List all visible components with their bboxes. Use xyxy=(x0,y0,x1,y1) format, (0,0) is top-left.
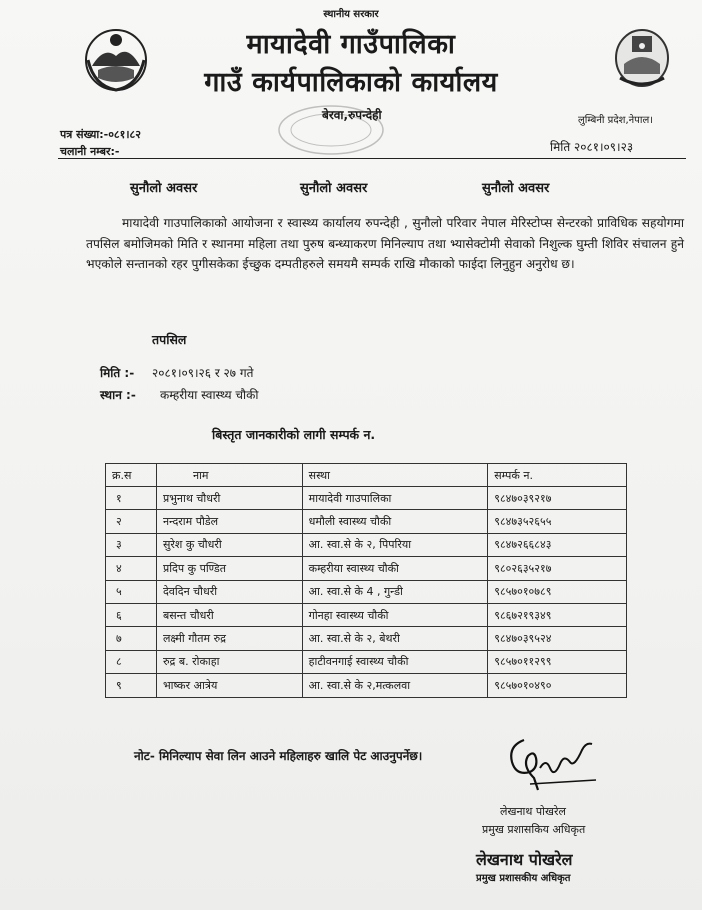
col-header-name: नाम xyxy=(156,464,302,487)
signer-name: लेखनाथ पोखरेल xyxy=(500,805,566,818)
phone-cell: ९८४७३५२६५५ xyxy=(488,510,627,533)
body-paragraph xyxy=(86,213,684,275)
table-row xyxy=(106,650,627,673)
phone-cell: ९८४७०३९२१७ xyxy=(488,487,627,510)
institution-cell: हाटीवनगाई स्वास्थ्य चौकी xyxy=(302,650,488,673)
phone-cell: ९८०२६३५२१७ xyxy=(488,557,627,580)
table-row xyxy=(106,627,627,650)
col-header-institution: सस्था xyxy=(302,464,488,487)
dispatch-number: चलानी नम्बर:- xyxy=(60,145,120,158)
serial-cell: ६ xyxy=(106,603,157,626)
serial-cell: १ xyxy=(106,487,157,510)
phone-cell: ९८४७२६६८४३ xyxy=(488,533,627,556)
institution-cell: आ. स्वा.से के २, पिपरिया xyxy=(302,533,488,556)
table-row xyxy=(106,580,627,603)
serial-cell: ७ xyxy=(106,627,157,650)
table-row xyxy=(106,487,627,510)
office-address: बेरवा,रुपन्देही xyxy=(322,108,382,122)
institution-cell: आ. स्वा.से के 4 , गुन्डी xyxy=(302,580,488,603)
name-cell: बसन्त चौधरी xyxy=(156,603,302,626)
table-row xyxy=(106,533,627,556)
office-title-line2: गाउँ कार्यपालिकाको कार्यालय xyxy=(204,67,498,98)
institution-cell: धमौली स्वास्थ्य चौकी xyxy=(302,510,488,533)
table-row xyxy=(106,674,627,697)
camp-date-label: मिति :- xyxy=(100,366,135,380)
title-stamp: प्रमुख प्रशासकीय अधिकृत xyxy=(476,873,571,884)
details-heading: तपसिल xyxy=(152,332,187,347)
serial-cell: ३ xyxy=(106,533,157,556)
col-header-serial: क्र.स xyxy=(106,464,157,487)
institution-cell: आ. स्वा.से के २,मत्कलवा xyxy=(302,674,488,697)
phone-cell: ९८५७०१०७८९ xyxy=(488,580,627,603)
serial-cell: ९ xyxy=(106,674,157,697)
table-row xyxy=(106,603,627,626)
col-header-contact: सम्पर्क न. xyxy=(488,464,627,487)
province-label: लुम्बिनी प्रदेश,नेपाल। xyxy=(578,115,654,126)
signer-title: प्रमुख प्रशासकिय अधिकृत xyxy=(482,823,586,836)
name-cell: लक्ष्मी गौतम रुद्र xyxy=(156,627,302,650)
serial-cell: ८ xyxy=(106,650,157,673)
table-row xyxy=(106,557,627,580)
body-paragraph-text: मायादेवी गाउपालिकाको आयोजना र स्वास्थ्य कार्यालय रुपन्देही , सुनौलो परिवार नेपाल मेरिस्टोप्स सेन्टरको प्राविधिक सहयोगमा तपसिल बमोजिमको मिति र स्थानमा महिला तथा पुरुष बन्ध्याकरण मिनिल्याप तथा भ्यासेक्टोमी सेवाको निशुल्क घुम्ती शिविर संचालन हुने भएकोले सन्तानको रहर पुगीसकेका ईच्छुक दम्पतीहरुले समयमै सम्पर्क राखि मौकाको फाईदा लिनुहुन अनुरोध छ। xyxy=(86,216,684,271)
name-cell: देवदिन चौधरी xyxy=(156,580,302,603)
serial-cell: ५ xyxy=(106,580,157,603)
footnote: नोट- मिनिल्याप सेवा लिन आउने महिलाहरु खालि पेट आउनुपर्नेछ। xyxy=(134,749,423,763)
name-cell: सुरेश कु चौधरी xyxy=(156,533,302,556)
phone-cell: ९८५७०११२९९ xyxy=(488,650,627,673)
slogan-3: सुनौलो अवसर xyxy=(482,181,550,196)
table-header-row xyxy=(106,464,627,487)
institution-cell: गोनहा स्वास्थ्य चौकी xyxy=(302,603,488,626)
phone-cell: ९८५७०१०४९० xyxy=(488,674,627,697)
contact-table xyxy=(105,463,627,698)
name-cell: प्रदिप कु पण्डित xyxy=(156,557,302,580)
office-title-line1: मायादेवी गाउँपालिका xyxy=(246,29,456,60)
name-cell: रुद्र ब. रोकाहा xyxy=(156,650,302,673)
serial-cell: ४ xyxy=(106,557,157,580)
institution-cell: मायादेवी गाउपालिका xyxy=(302,487,488,510)
table-row xyxy=(106,510,627,533)
name-cell: नन्दराम पौडेल xyxy=(156,510,302,533)
serial-cell: २ xyxy=(106,510,157,533)
name-cell: प्रभुनाथ चौधरी xyxy=(156,487,302,510)
slogan-1: सुनौलो अवसर xyxy=(130,181,198,196)
camp-place-label: स्थान :- xyxy=(100,388,136,402)
institution-cell: कम्हरीया स्वास्थ्य चौकी xyxy=(302,557,488,580)
camp-place-value: कम्हरीया स्वास्थ्य चौकी xyxy=(160,388,259,402)
header-divider xyxy=(58,158,686,159)
reference-number: पत्र संख्या:-०८१।८२ xyxy=(60,128,141,141)
phone-cell: ९८६७२१९३४९ xyxy=(488,603,627,626)
slogan-2: सुनौलो अवसर xyxy=(300,181,368,196)
camp-date-value: २०८१।०९।२६ र २७ गते xyxy=(152,366,254,380)
letter-date: मिति २०८१।०९।२३ xyxy=(550,140,634,154)
contact-heading: बिस्तृत जानकारीको लागी सम्पर्क न. xyxy=(212,427,376,442)
phone-cell: ९८४७०३९५२४ xyxy=(488,627,627,650)
name-cell: भाष्कर आत्रेय xyxy=(156,674,302,697)
name-stamp: लेखनाथ पोखरेल xyxy=(476,850,573,869)
top-label: स्थानीय सरकार xyxy=(323,9,379,20)
institution-cell: आ. स्वा.से के २, बेथरी xyxy=(302,627,488,650)
handwritten-signature xyxy=(500,732,600,796)
